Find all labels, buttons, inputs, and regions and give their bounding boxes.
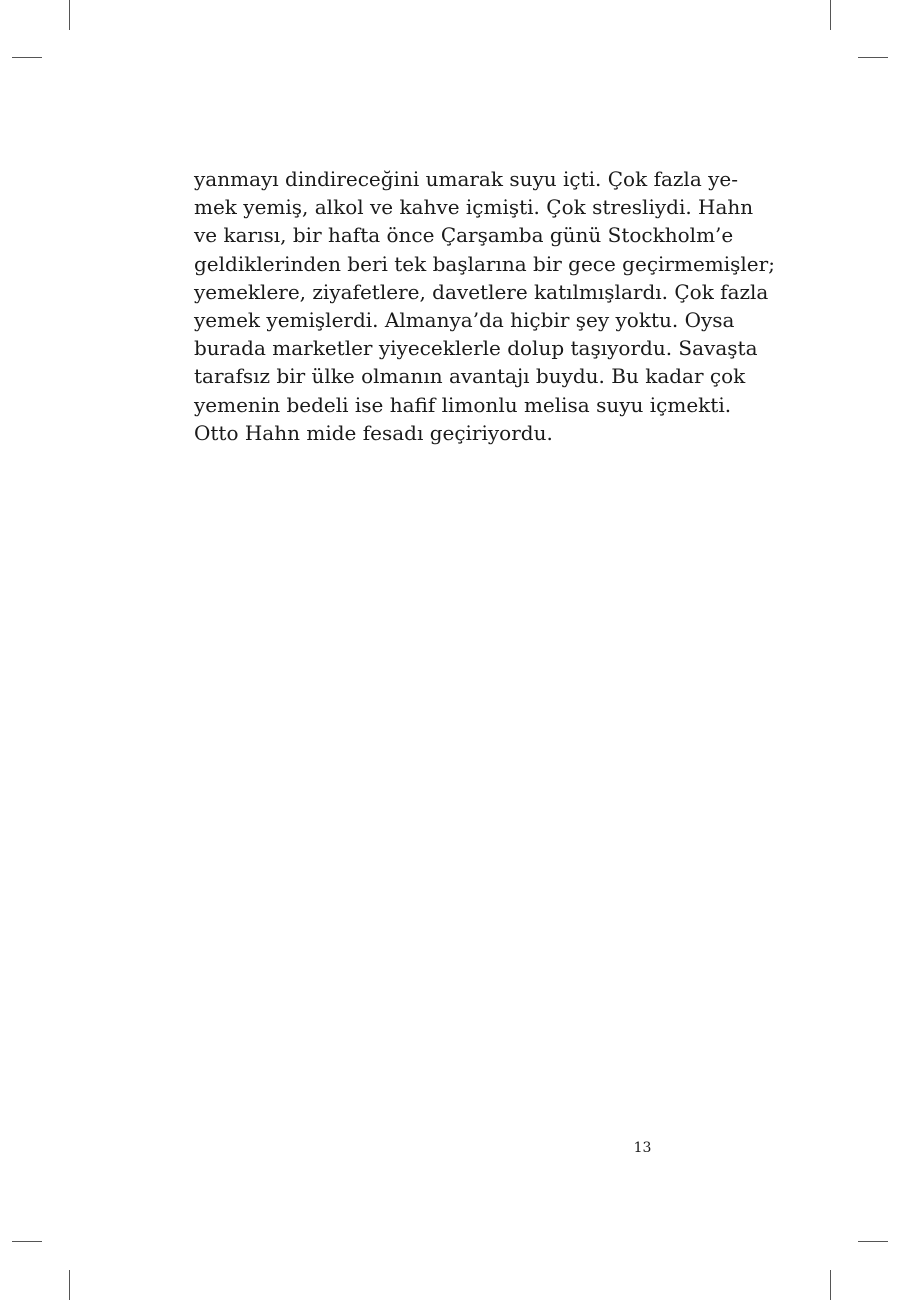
text-line: yemeklere, ziyafetlere, davetlere katılmışlardı. Çok fazla bbox=[194, 279, 769, 304]
text-line: geldiklerinden beri tek başlarına bir gece geçirmemişler; bbox=[194, 251, 775, 276]
crop-mark-top-right-horizontal bbox=[858, 57, 888, 58]
text-line: tarafsız bir ülke olmanın avantajı buydu. Bu kadar çok bbox=[194, 364, 746, 389]
page-number: 13 bbox=[633, 1140, 652, 1156]
text-line: yemenin bedeli ise hafif limonlu melisa suyu içmekti. bbox=[194, 392, 732, 417]
crop-mark-bottom-left-vertical bbox=[69, 1270, 70, 1300]
text-line: Otto Hahn mide fesadı geçiriyordu. bbox=[194, 420, 553, 445]
crop-mark-bottom-left-horizontal bbox=[12, 1241, 42, 1242]
crop-mark-top-right-vertical bbox=[830, 0, 831, 30]
crop-mark-bottom-right-vertical bbox=[830, 1270, 831, 1300]
crop-mark-top-left-horizontal bbox=[12, 57, 42, 58]
crop-mark-bottom-right-horizontal bbox=[858, 1241, 888, 1242]
text-line: ve karısı, bir hafta önce Çarşamba günü Stockholm’e bbox=[194, 223, 734, 248]
crop-mark-top-left-vertical bbox=[69, 0, 70, 30]
text-line: burada marketler yiyeceklerle dolup taşıyordu. Savaşta bbox=[194, 336, 758, 361]
body-paragraph bbox=[194, 165, 775, 447]
text-line: yemek yemişlerdi. Almanya’da hiçbir şey yoktu. Oysa bbox=[194, 308, 735, 333]
text-line: mek yemiş, alkol ve kahve içmişti. Çok stresliydi. Hahn bbox=[194, 195, 754, 220]
text-line: yanmayı dindireceğini umarak suyu içti. Çok fazla ye- bbox=[194, 167, 739, 191]
